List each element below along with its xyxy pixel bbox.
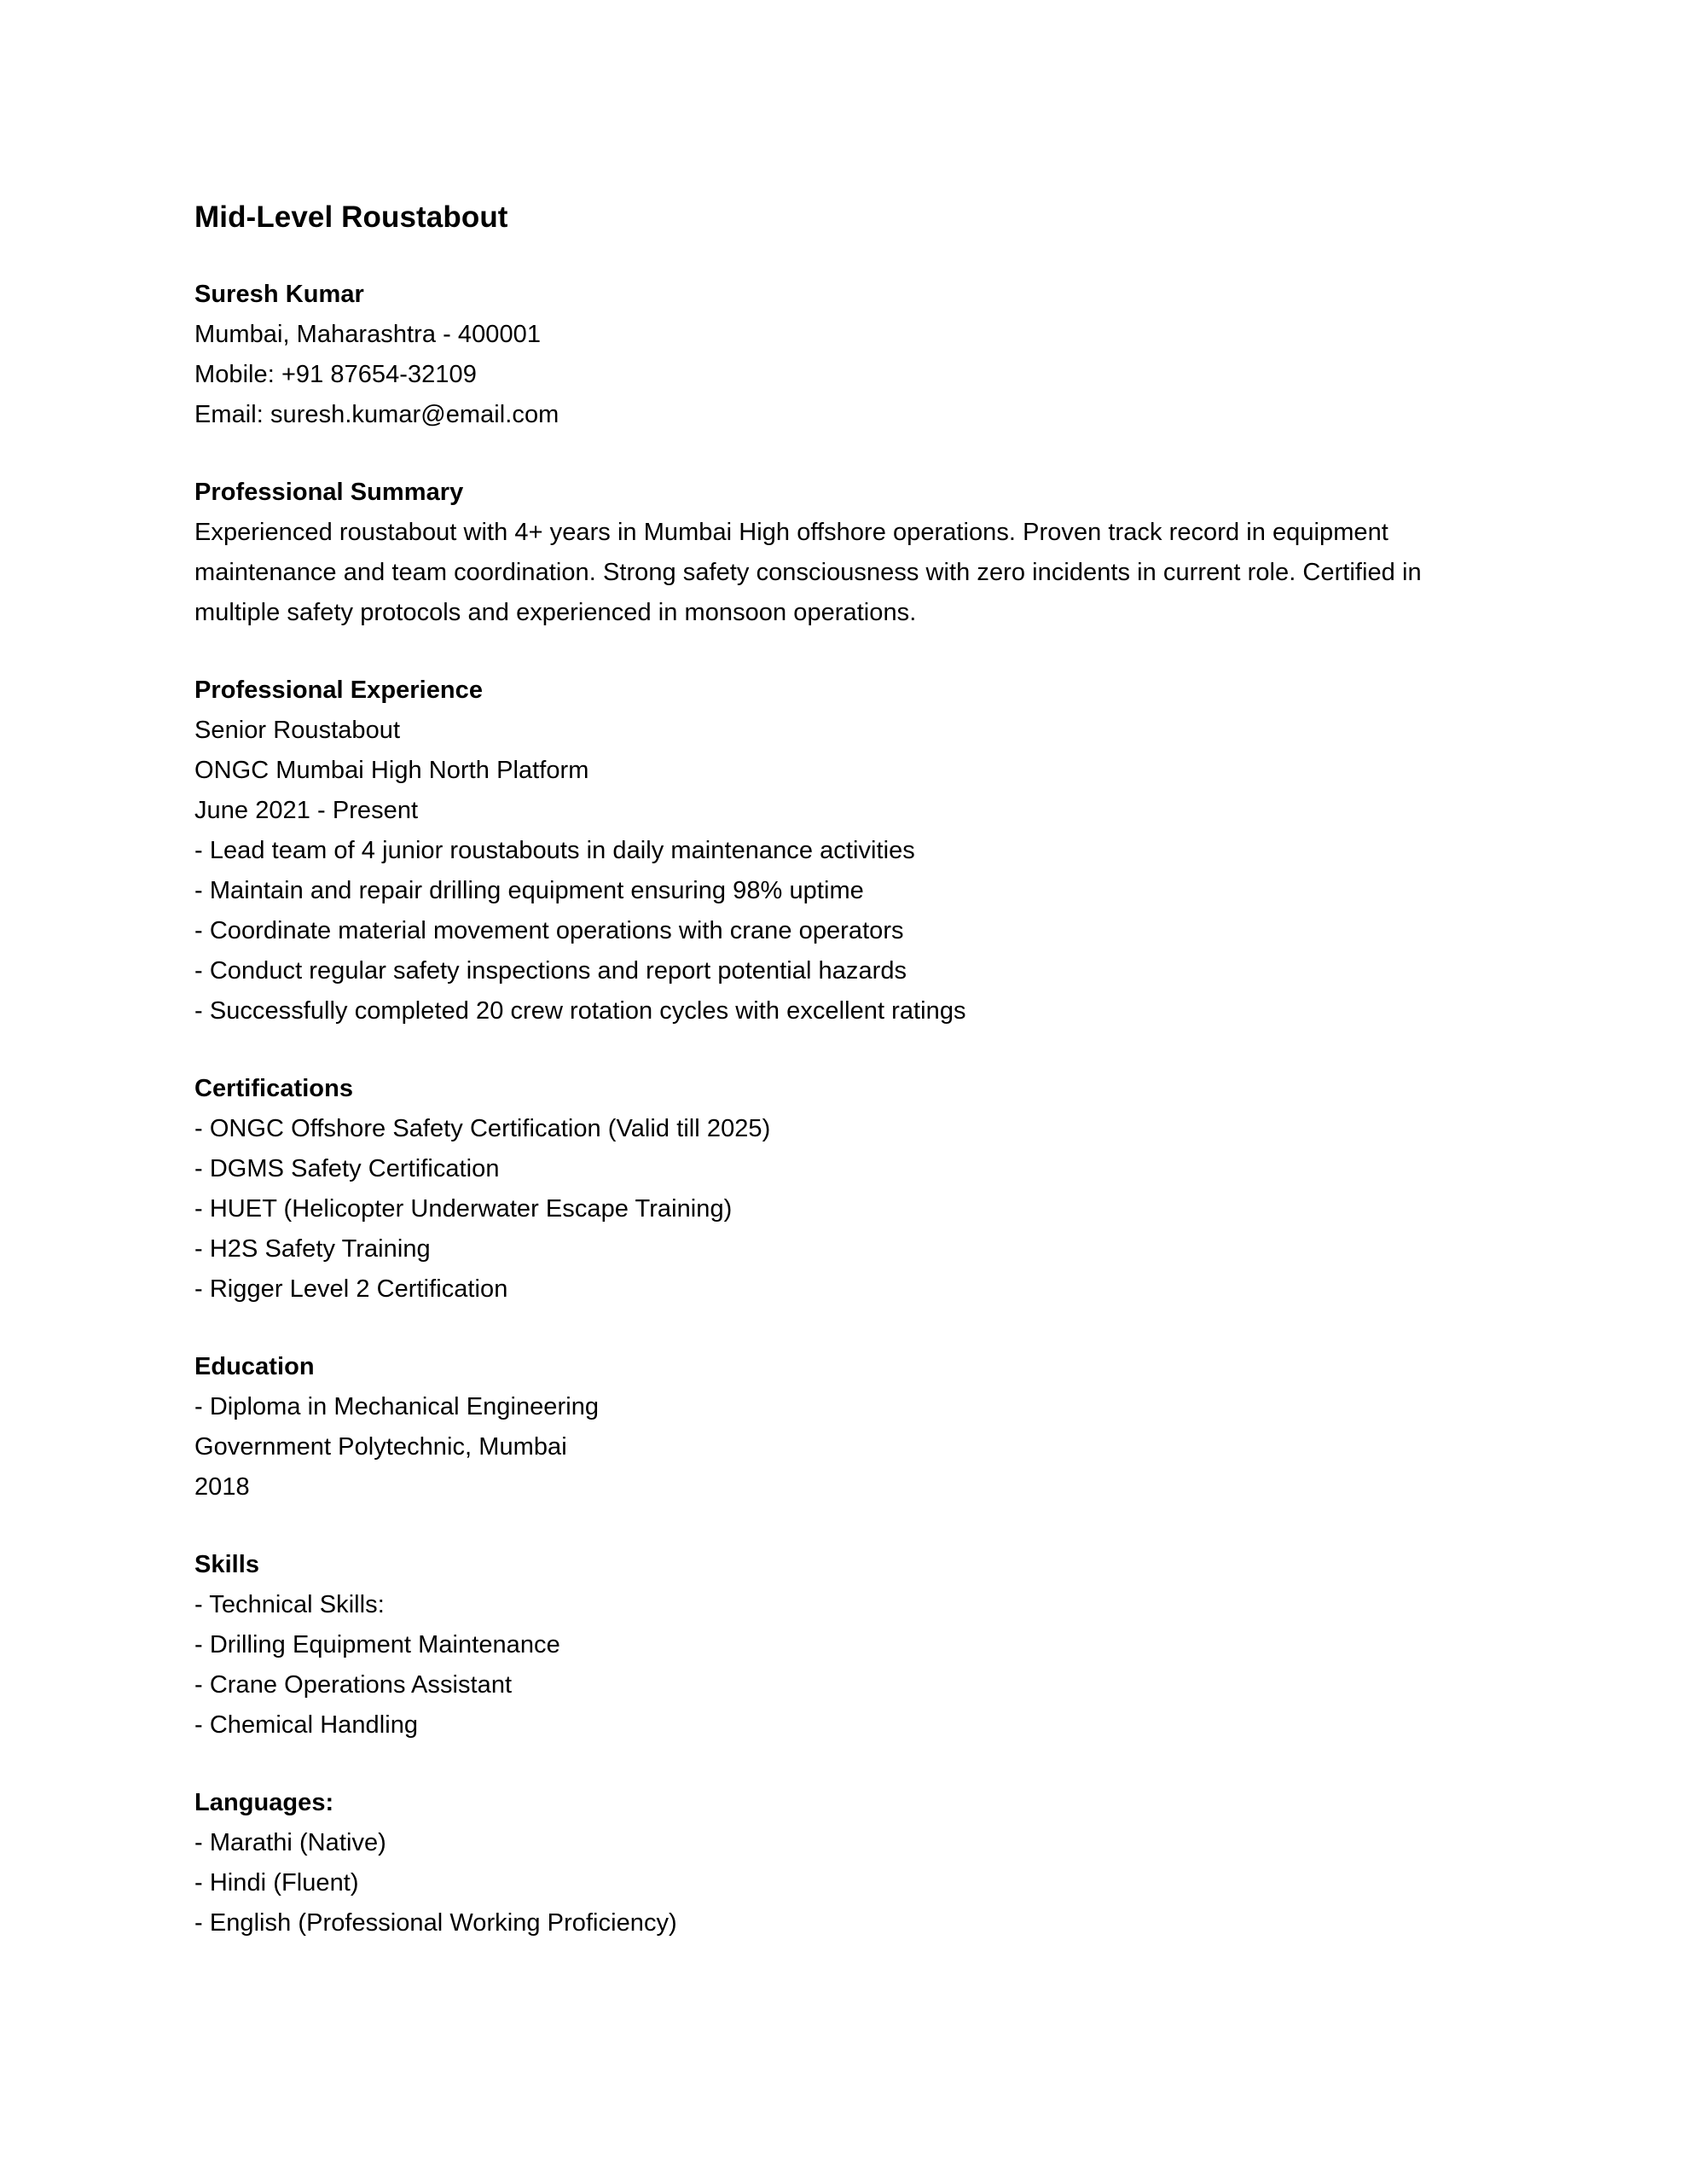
list-item: - HUET (Helicopter Underwater Escape Training) [194,1195,733,1223]
list-item: - Lead team of 4 junior roustabouts in daily maintenance activities [194,837,915,864]
list-item: - Technical Skills: [194,1591,385,1618]
section-heading: Languages: [194,1789,334,1816]
list-item: - Coordinate material movement operations with crane operators [194,917,904,944]
section-line: ONGC Mumbai High North Platform [194,757,589,784]
section-line: June 2021 - Present [194,797,419,824]
list-item: - Rigger Level 2 Certification [194,1275,508,1303]
section-heading: Skills [194,1551,260,1578]
candidate-email: Email: suresh.kumar@email.com [194,401,559,428]
page-title: Mid-Level Roustabout [194,200,508,234]
resume-sections [194,473,1474,1943]
candidate-address: Mumbai, Maharashtra - 400001 [194,321,541,348]
section-professional-experience [194,671,1474,1031]
list-item: - Crane Operations Assistant [194,1671,513,1699]
resume-document [194,198,1474,1943]
section-line: Senior Roustabout [194,717,401,744]
list-item: - Maintain and repair drilling equipment ensuring 98% uptime [194,877,864,904]
list-item: - Diploma in Mechanical Engineering [194,1393,600,1420]
section-heading: Professional Summary [194,479,464,506]
section-education [194,1347,1474,1507]
list-item: - English (Professional Working Proficiency) [194,1909,677,1937]
section-languages [194,1783,1474,1943]
section-certifications [194,1069,1474,1310]
list-item: - H2S Safety Training [194,1235,431,1263]
candidate-name: Suresh Kumar [194,281,364,308]
list-item: - Conduct regular safety inspections and report potential hazards [194,957,907,985]
list-item: - Successfully completed 20 crew rotation cycles with excellent ratings [194,997,966,1025]
list-item: - Chemical Handling [194,1711,419,1739]
section-professional-summary [194,473,1474,633]
section-paragraph: Experienced roustabout with 4+ years in Mumbai High offshore operations. Proven track record in equipment maintenance and team coordination. Strong safety consciousness with zero incidents in current role. Certified in multiple safety protocols and experienced in monsoon operations. [194,519,1422,626]
section-line: 2018 [194,1473,250,1501]
candidate-mobile: Mobile: +91 87654-32109 [194,361,477,388]
section-heading: Education [194,1353,315,1380]
list-item: - Marathi (Native) [194,1829,386,1856]
section-heading: Certifications [194,1075,354,1102]
list-item: - Hindi (Fluent) [194,1869,359,1896]
list-item: - DGMS Safety Certification [194,1155,500,1182]
contact-block [194,275,1474,435]
list-item: - Drilling Equipment Maintenance [194,1631,560,1658]
section-heading: Professional Experience [194,677,484,704]
section-skills [194,1545,1474,1745]
section-line: Government Polytechnic, Mumbai [194,1433,567,1461]
list-item: - ONGC Offshore Safety Certification (Valid till 2025) [194,1115,771,1142]
